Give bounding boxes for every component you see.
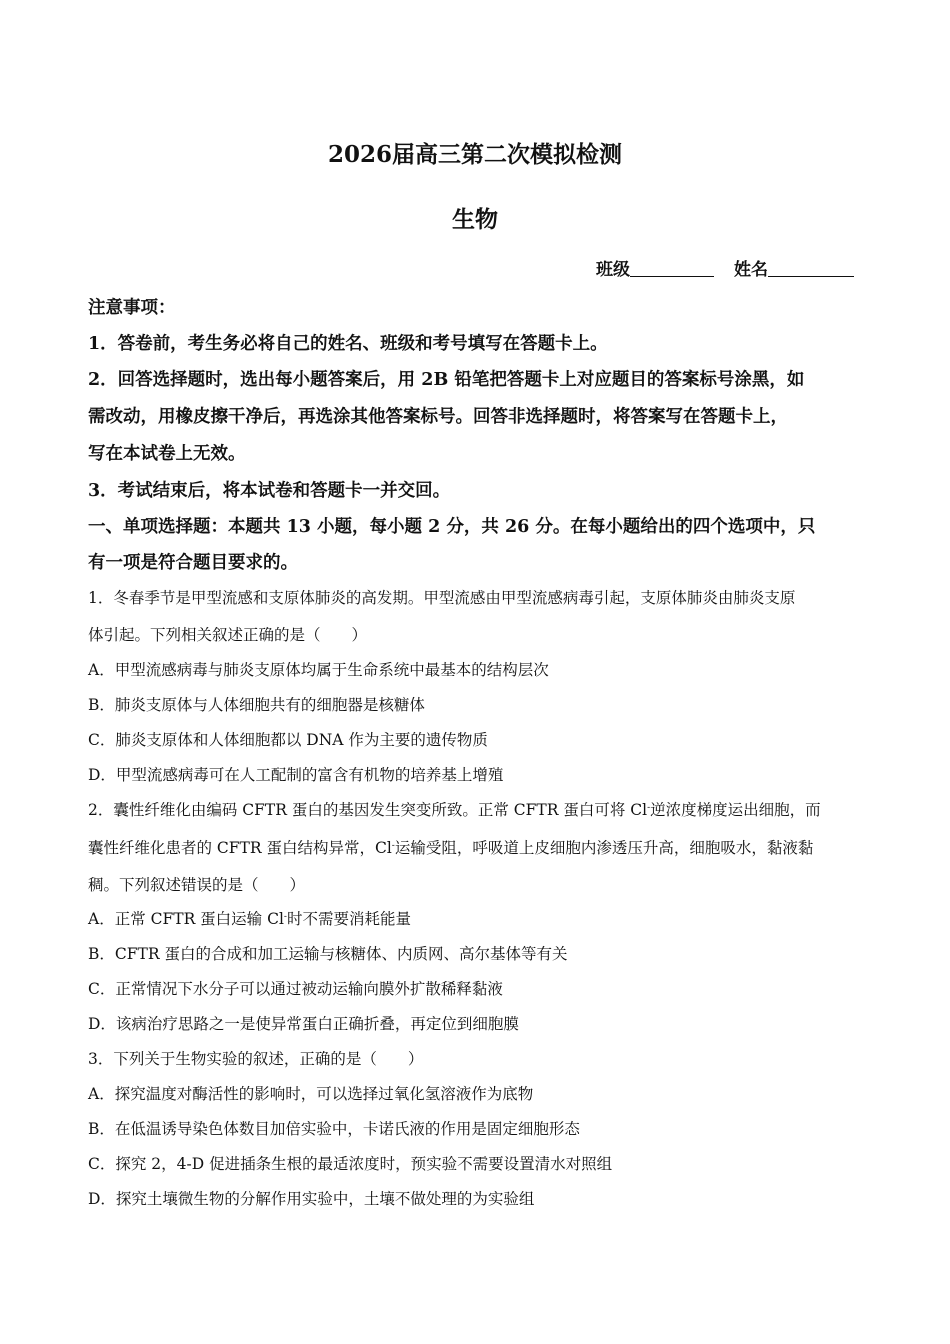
notice-line: 写在本试卷上无效。 [88,444,246,464]
name-blank[interactable] [768,258,854,277]
notice-line: 3．考试结束后，将本试卷和答题卡一并交回。 [88,481,451,501]
option-c: C．肺炎支原体和人体细胞都以 DNA 作为主要的遗传物质 [88,731,488,749]
option-d: D．该病治疗思路之一是使异常蛋白正确折叠，再定位到细胞膜 [88,1015,519,1033]
student-info-row [596,255,854,280]
option-d: D．探究土壤微生物的分解作用实验中，土壤不做处理的为实验组 [88,1190,535,1208]
question-stem: 体引起。下列相关叙述正确的是（ ） [88,626,368,644]
notice-line: 需改动，用橡皮擦干净后，再选涂其他答案标号。回答非选择题时，将答案写在答题卡上， [88,407,788,427]
option-c: C．探究 2，4-D 促进插条生根的最适浓度时，预实验不需要设置清水对照组 [88,1155,613,1173]
option-b: B．在低温诱导染色体数目加倍实验中，卡诺氏液的作用是固定细胞形态 [88,1120,580,1138]
section-heading: 一、单项选择题：本题共 13 小题，每小题 2 分，共 26 分。在每小题给出的四个选项中，只 [88,517,816,537]
question-stem: 稠。下列叙述错误的是（ ） [88,876,306,894]
option-c: C．正常情况下水分子可以通过被动运输向膜外扩散稀释黏液 [88,980,503,998]
option-b: B．CFTR 蛋白的合成和加工运输与核糖体、内质网、高尔基体等有关 [88,945,568,963]
question-stem: 3．下列关于生物实验的叙述，正确的是（ ） [88,1050,424,1068]
section-heading-cont: 有一项是符合题目要求的。 [88,553,298,573]
exam-title: 2026届高三第二次模拟检测 [327,141,622,168]
class-blank[interactable] [630,258,714,277]
option-a: A．探究温度对酶活性的影响时，可以选择过氧化氢溶液作为底物 [88,1085,534,1103]
notice-heading: 注意事项： [88,298,176,318]
question-stem: 1．冬春季节是甲型流感和支原体肺炎的高发期。甲型流感由甲型流感病毒引起，支原体肺炎由肺炎支原 [88,589,796,607]
option-d: D．甲型流感病毒可在人工配制的富含有机物的培养基上增殖 [88,766,504,784]
class-label: 班级 [596,260,630,280]
question-stem: 2．囊性纤维化由编码 CFTR 蛋白的基因发生突变所致。正常 CFTR 蛋白可将 Cl-逆浓度梯度运出细胞，而 [88,801,821,819]
option-a: A．正常 CFTR 蛋白运输 Cl-时不需要消耗能量 [88,910,411,928]
notice-line: 2．回答选择题时，选出每小题答案后，用 2B 铅笔把答题卡上对应题目的答案标号涂黑，如 [88,370,805,390]
notice-line: 1．答卷前，考生务必将自己的姓名、班级和考号填写在答题卡上。 [88,334,608,354]
name-label: 姓名 [734,260,768,280]
option-b: B．肺炎支原体与人体细胞共有的细胞器是核糖体 [88,696,425,714]
option-a: A．甲型流感病毒与肺炎支原体均属于生命系统中最基本的结构层次 [88,661,549,679]
question-stem: 囊性纤维化患者的 CFTR 蛋白结构异常，Cl-运输受阻，呼吸道上皮细胞内渗透压升高，细胞吸水，黏液黏 [88,839,814,857]
subject-title: 生物 [452,206,498,233]
